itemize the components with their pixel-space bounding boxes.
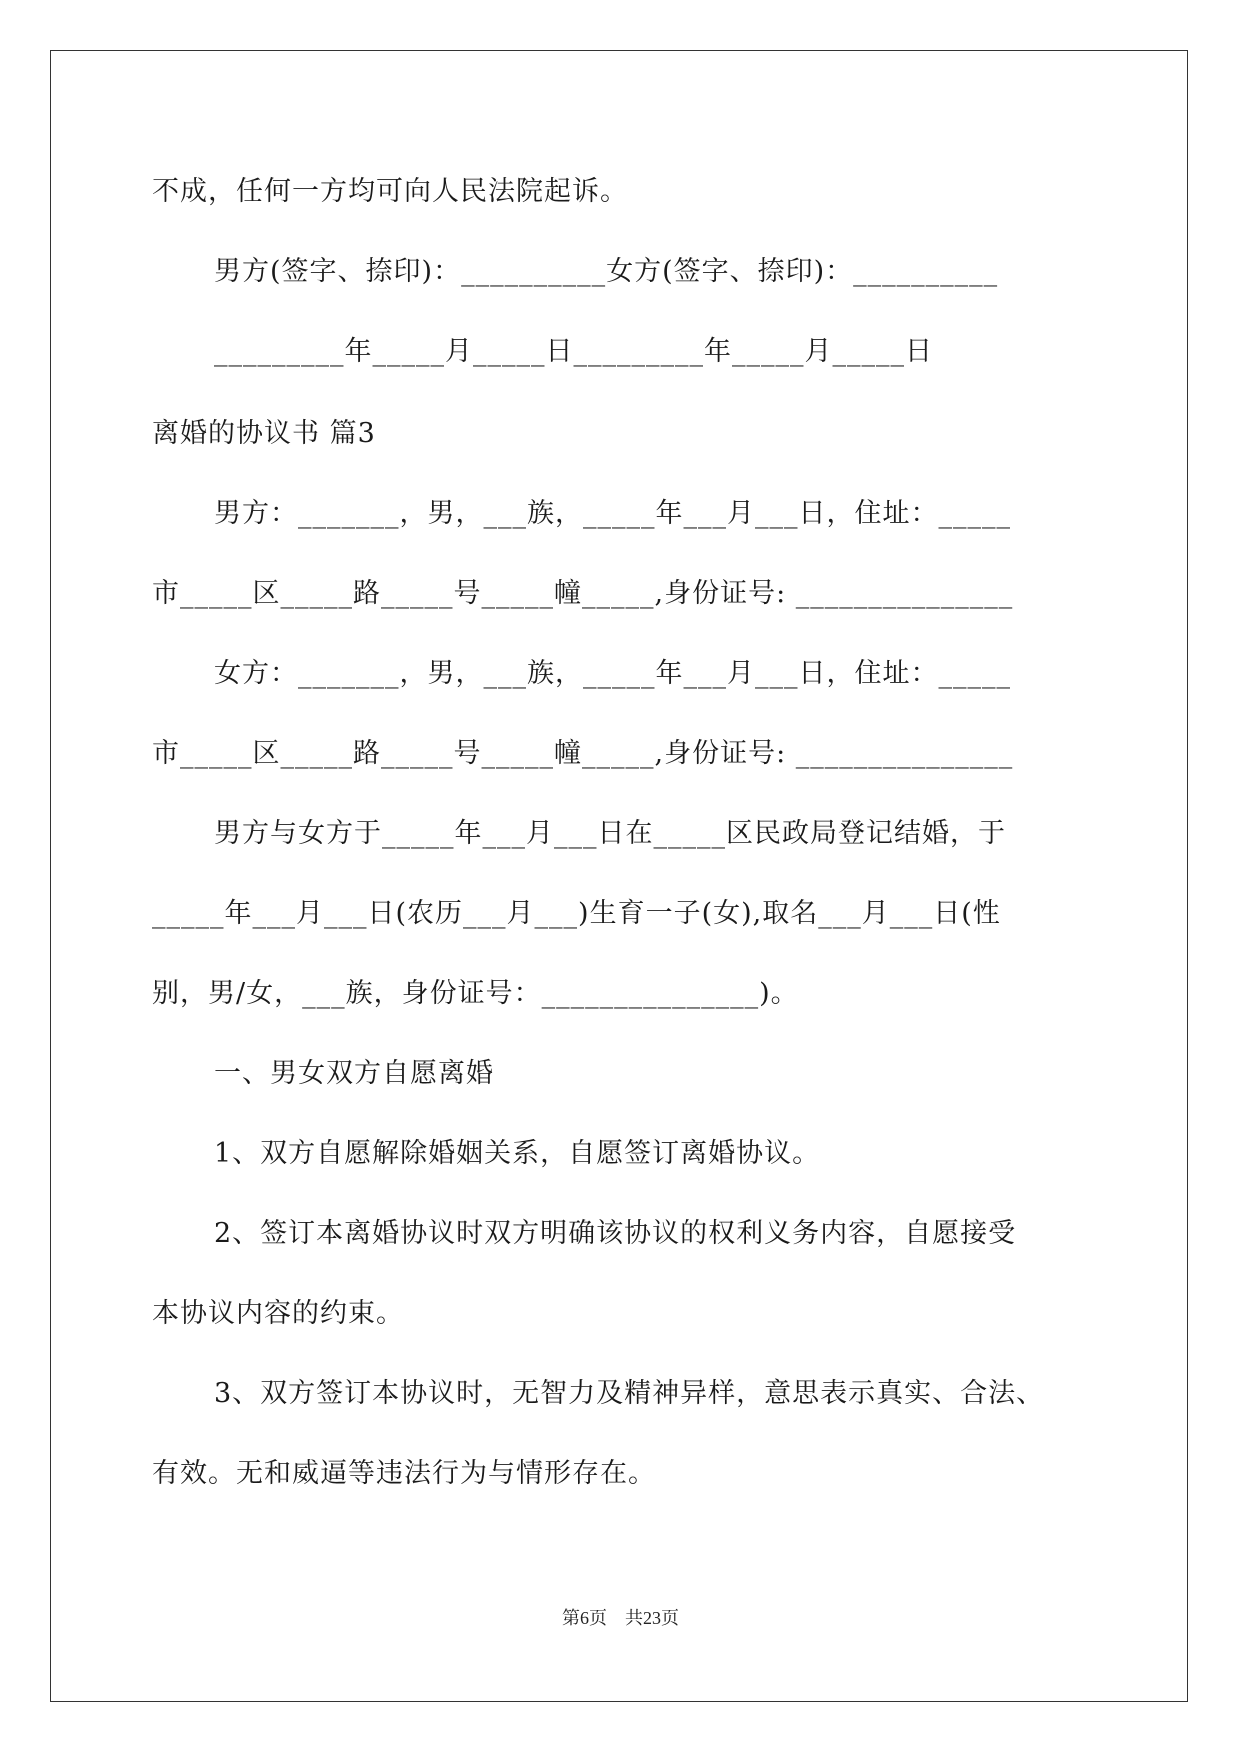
child-id-line: 别，男/女，___族，身份证号：_______________)。: [152, 978, 799, 1009]
marriage-info-line: 男方与女方于_____年___月___日在_____区民政局登记结婚，于: [214, 818, 1006, 849]
page-number-footer: 第6页 共23页: [562, 1608, 679, 1628]
section-heading: 离婚的协议书 篇3: [152, 418, 376, 449]
clause-continuation: 本协议内容的约束。: [152, 1298, 404, 1329]
husband-info-line: 男方：_______，男，___族，_____年___月___日，住址：_____: [214, 498, 1011, 529]
paragraph-line: 不成，任何一方均可向人民法院起诉。: [152, 176, 628, 207]
husband-address-line: 市_____区_____路_____号_____幢_____,身份证号: _______________: [152, 578, 1014, 609]
clause-item: 1、双方自愿解除婚姻关系，自愿签订离婚协议。: [214, 1138, 821, 1169]
clause-item: 3、双方签订本协议时，无智力及精神异样，意思表示真实、合法、: [214, 1378, 1045, 1409]
clause-item: 2、签订本离婚协议时双方明确该协议的权利义务内容，自愿接受: [214, 1218, 1017, 1249]
child-info-line: _____年___月___日(农历___月___)生育一子(女),取名___月___日(性: [152, 898, 1001, 929]
clause-heading: 一、男女双方自愿离婚: [214, 1058, 494, 1089]
wife-info-line: 女方：_______，男，___族，_____年___月___日，住址：_____: [214, 658, 1011, 689]
signature-line: 男方(签字、捺印)：__________女方(签字、捺印)：__________: [214, 256, 999, 287]
wife-address-line: 市_____区_____路_____号_____幢_____,身份证号: _______________: [152, 738, 1014, 769]
clause-continuation: 有效。无和威逼等违法行为与情形存在。: [152, 1458, 656, 1489]
date-line: _________年_____月_____日_________年_____月_____日: [214, 336, 933, 367]
